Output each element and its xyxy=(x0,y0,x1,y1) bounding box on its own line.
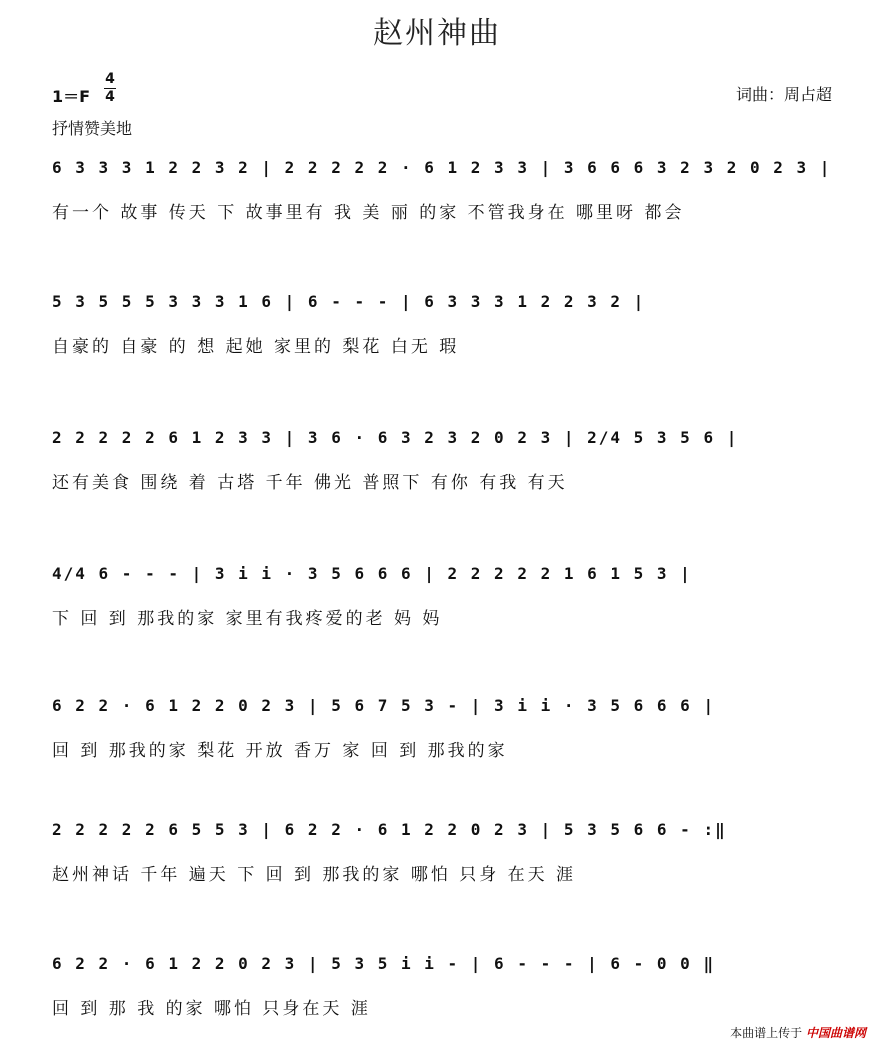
page-title: 赵州神曲 xyxy=(373,16,501,51)
lyric-line: 自豪的 自豪 的 想 起她 家里的 梨花 白无 瑕 xyxy=(52,337,460,357)
lyric-line: 回 到 那 我 的家 哪怕 只身在天 涯 xyxy=(52,999,371,1019)
lyric-line: 还有美食 围绕 着 古塔 千年 佛光 普照下 有你 有我 有天 xyxy=(52,473,568,493)
time-sig-bottom: 4 xyxy=(105,89,115,105)
lyric-line: 回 到 那我的家 梨花 开放 香万 家 回 到 那我的家 xyxy=(52,741,508,761)
notation-line: 6 3 3 3 1 2 2 3 2 | 2 2 2 2 2 · 6 1 2 3 3 | 3 6 6 6 3 2 3 2 0 2 3 | xyxy=(52,158,832,177)
key-signature: 1＝F xyxy=(52,87,91,106)
notation-line: 6 2 2 · 6 1 2 2 0 2 3 | 5 6 7 5 3 - | 3 i i · 3 5 6 6 6 | xyxy=(52,696,716,715)
notation-line: 2 2 2 2 2 6 5 5 3 | 6 2 2 · 6 1 2 2 0 2 3 | 5 3 5 6 6 - :‖ xyxy=(52,820,727,839)
notation-line: 5 3 5 5 5 3 3 3 1 6 | 6 - - - | 6 3 3 3 1 2 2 3 2 | xyxy=(52,292,646,311)
time-signature xyxy=(104,72,116,105)
notation-line: 6 2 2 · 6 1 2 2 0 2 3 | 5 3 5 i i - | 6 - - - | 6 - 0 0 ‖ xyxy=(52,954,716,973)
time-sig-top: 4 xyxy=(105,71,115,87)
upload-credit xyxy=(730,1024,866,1041)
footer-prefix: 本曲谱上传于 xyxy=(730,1026,803,1040)
expression-marking: 抒情赞美地 xyxy=(52,119,133,138)
notation-line: 2 2 2 2 2 6 1 2 3 3 | 3 6 · 6 3 2 3 2 0 2 3 | 2/4 5 3 5 6 | xyxy=(52,428,739,447)
composer-credit: 词曲：周占超 xyxy=(735,85,832,104)
notation-line: 4/4 6 - - - | 3 i i · 3 5 6 6 6 | 2 2 2 2 2 1 6 1 5 3 | xyxy=(52,564,692,583)
site-logo: 中国曲谱网 xyxy=(805,1026,866,1040)
lyric-line: 赵州神话 千年 遍天 下 回 到 那我的家 哪怕 只身 在天 涯 xyxy=(52,865,577,885)
lyric-line: 有一个 故事 传天 下 故事里有 我 美 丽 的家 不管我身在 哪里呀 都会 xyxy=(52,203,685,223)
lyric-line: 下 回 到 那我的家 家里有我疼爱的老 妈 妈 xyxy=(52,609,443,629)
